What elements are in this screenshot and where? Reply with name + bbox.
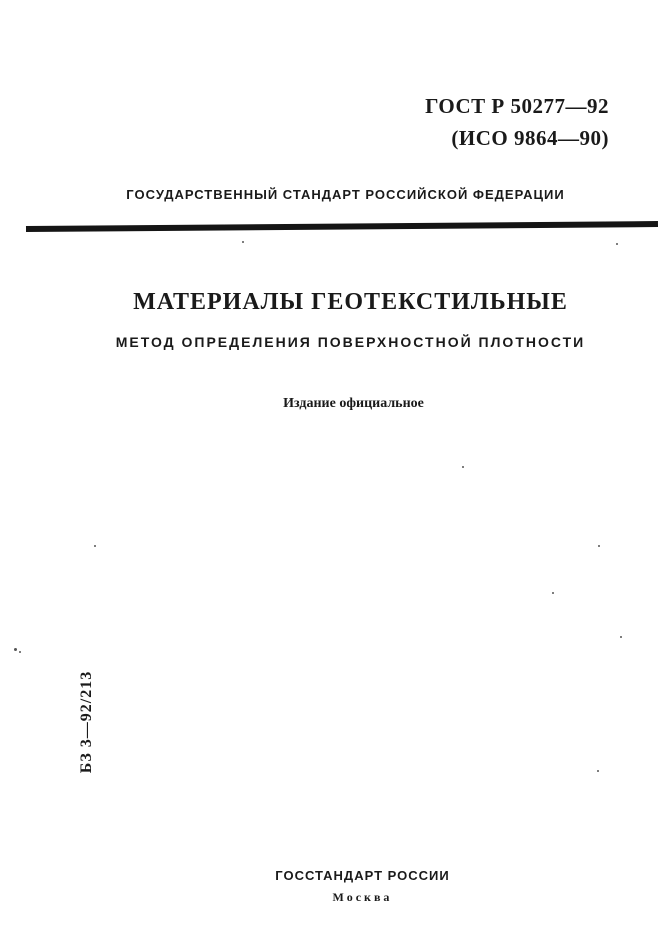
edition-note: Издание официальное [283, 396, 424, 411]
scan-speck [552, 592, 554, 594]
document-title: МАТЕРИАЛЫ ГЕОТЕКСТИЛЬНЫЕ [133, 289, 568, 315]
iso-number: (ИСО 9864—90) [451, 126, 609, 150]
state-standard-heading: ГОСУДАРСТВЕННЫЙ СТАНДАРТ РОССИЙСКОЙ ФЕДЕРАЦИИ [126, 187, 565, 202]
header-divider [26, 221, 658, 232]
scan-speck [19, 651, 21, 653]
scan-speck [14, 648, 17, 651]
document-subtitle: МЕТОД ОПРЕДЕЛЕНИЯ ПОВЕРХНОСТНОЙ ПЛОТНОСТИ [115, 334, 586, 350]
standard-number: ГОСТ Р 50277—92 [425, 94, 609, 118]
scan-speck [462, 466, 464, 468]
scan-speck [616, 243, 618, 245]
side-catalog-code: БЗ 3—92/213 [78, 670, 95, 774]
publisher-city: Москва [332, 890, 393, 904]
scan-speck [620, 636, 622, 638]
scan-speck [597, 770, 599, 772]
scan-speck [242, 241, 244, 243]
publisher-name: ГОССТАНДАРТ РОССИИ [275, 868, 450, 883]
scan-speck [598, 545, 600, 547]
scan-speck [94, 545, 96, 547]
